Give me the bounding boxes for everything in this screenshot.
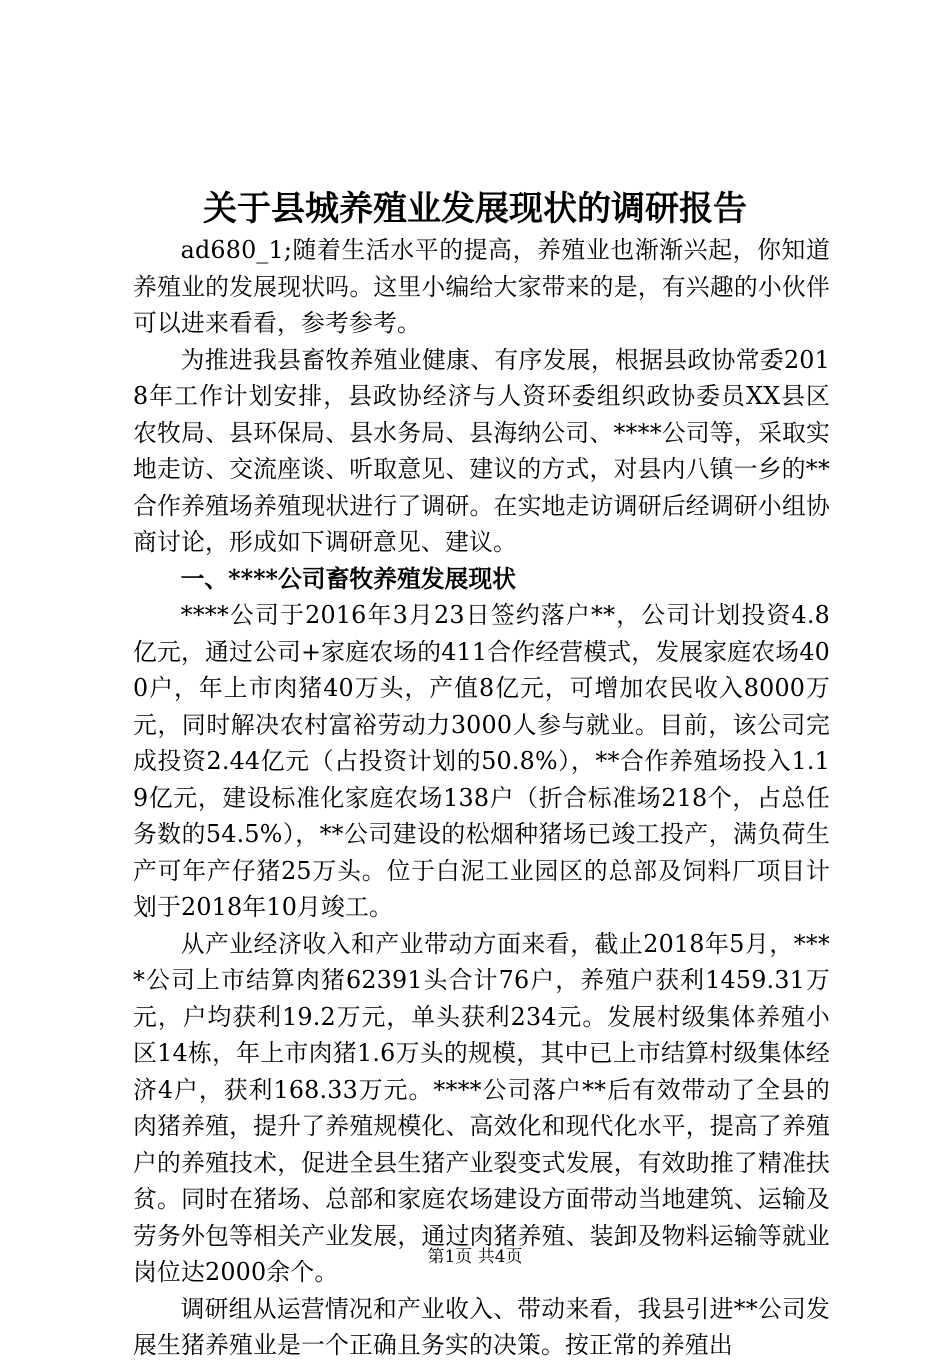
document-title: 关于县城养殖业发展现状的调研报告 — [203, 189, 747, 229]
paragraph-evaluation: 调研组从运营情况和产业收入、带动来看，我县引进**公司发展生猪养殖业是一个正确且务实的决策。按正常的养殖出 — [133, 1294, 830, 1359]
paragraph-background: 为推进我县畜牧养殖业健康、有序发展，根据县政协常委2018年工作计划安排，县政协经济与人资环委组织政协委员XX县区农牧局、县环保局、县水务局、县海纳公司、****公司等，采取实地走访、交流座谈、听取意见、建议的方式，对县内八镇一乡的**合作养殖场养殖现状进行了调研。在实地走访调研后经调研小组协商讨论，形成如下调研意见、建议。 — [133, 345, 830, 556]
paragraph-economic-impact: 从产业经济收入和产业带动方面来看，截止2018年5月，****公司上市结算肉猪62391头合计76户，养殖户获利1459.31万元，户均获利19.2万元，单头获利234元。发展村级集体养殖小区14栋，年上市肉猪1.6万头的规模，其中已上市结算村级集体经济4户，获利168.33万元。****公司落户**后有效带动了全县的肉猪养殖，提升了养殖规模化、高效化和现代化水平，提高了养殖户的养殖技术，促进全县生猪产业裂变式发展，有效助推了精准扶贫。同时在猪场、总部和家庭农场建设方面带动当地建筑、运输及劳务外包等相关产业发展，通过肉猪养殖、装卸及物料运输等就业岗位达2000余个。 — [133, 929, 830, 1286]
document-body — [133, 232, 830, 1364]
section-heading-1: 一、****公司畜牧养殖发展现状 — [180, 564, 516, 593]
paragraph-company-status: ****公司于2016年3月23日签约落户**，公司计划投资4.8亿元，通过公司+家庭农场的411合作经营模式，发展家庭农场400户，年上市肉猪40万头，产值8亿元，可增加农民收入8000万元，同时解决农村富裕劳动力3000人参与就业。目前，该公司完成投资2.44亿元（占投资计划的50.8%），**合作养殖场投入1.19亿元，建设标准化家庭农场138户（折合标准场218个，占总任务数的54.5%），**公司建设的松烟种猪场已竣工投产，满负荷生产可年产仔猪25万头。位于白泥工业园区的总部及饲料厂项目计划于2018年10月竣工。 — [133, 601, 830, 921]
page-footer: 第1页 共4页 — [427, 1247, 523, 1267]
paragraph-intro: ad680_1;随着生活水平的提高，养殖业也渐渐兴起，你知道养殖业的发展现状吗。这里小编给大家带来的是，有兴趣的小伙伴可以进来看看，参考参考。 — [133, 236, 830, 337]
